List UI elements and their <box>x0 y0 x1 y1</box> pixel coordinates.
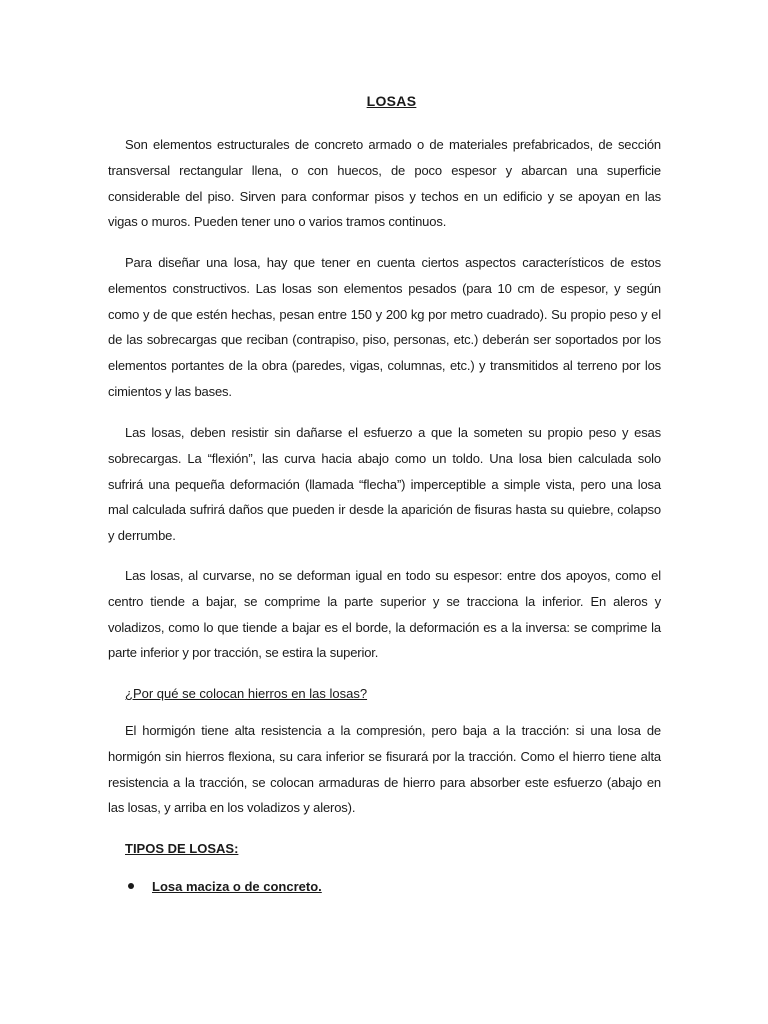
bullet-list-item <box>128 873 322 899</box>
paragraph-flexion: Las losas, deben resistir sin dañarse el esfuerzo a que la someten su propio peso y esas sobrecargas. La “flexión”, las curva hacia abajo como un toldo. Una losa bien calculada solo sufrirá una pequeña deformación (llamada “flecha”) imperceptible a simple vista, pero una losa mal calculada sufrirá daños que pueden ir desde la aparición de fisuras hasta su quiebre, colapso y derrumbe. <box>108 425 661 544</box>
bullet-text: Losa maciza o de concreto. <box>152 878 322 894</box>
question-heading: ¿Por qué se colocan hierros en las losas? <box>125 686 368 701</box>
types-heading: TIPOS DE LOSAS: <box>125 841 239 856</box>
paragraph-design: Para diseñar una losa, hay que tener en cuenta ciertos aspectos característicos de estos elementos constructivos. Las losas son elementos pesados (para 10 cm de espesor, y según como y de que estén hechas, pesan entre 150 y 200 kg por metro cuadrado). Su propio peso y el de las sobrecargas que reciban (contrapiso, piso, personas, etc.) deberán ser soportados por los elementos portantes de la obra (paredes, vigas, columnas, etc.) y transmitidos al terreno por los cimientos y las bases. <box>108 255 661 399</box>
document-title: LOSAS <box>366 93 417 109</box>
paragraph-reinforcement: El hormigón tiene alta resistencia a la compresión, pero baja a la tracción: si una losa de hormigón sin hierros flexiona, su cara inferior se fisurará por la tracción. Como el hierro tiene alta resistencia a la tracción, se colocan armaduras de hierro para absorber este esfuerzo (abajo en las losas, y arriba en los voladizos y aleros). <box>108 723 661 816</box>
bullet-icon <box>128 883 134 889</box>
paragraph-definition: Son elementos estructurales de concreto armado o de materiales prefabricados, de sección transversal rectangular llena, o con huecos, de poco espesor y abarcan una superficie considerable del piso. Sirven para conformar pisos y techos en un edificio y se apoyan en las vigas o muros. Pueden tener uno o varios tramos continuos. <box>108 137 661 230</box>
paragraph-deformation: Las losas, al curvarse, no se deforman igual en todo su espesor: entre dos apoyos, como el centro tiende a bajar, se comprime la parte superior y se tracciona la inferior. En aleros y voladizos, como lo que tiende a bajar es el borde, la deformación es a la inversa: se comprime la parte inferior y por tracción, se estira la superior. <box>108 568 661 661</box>
